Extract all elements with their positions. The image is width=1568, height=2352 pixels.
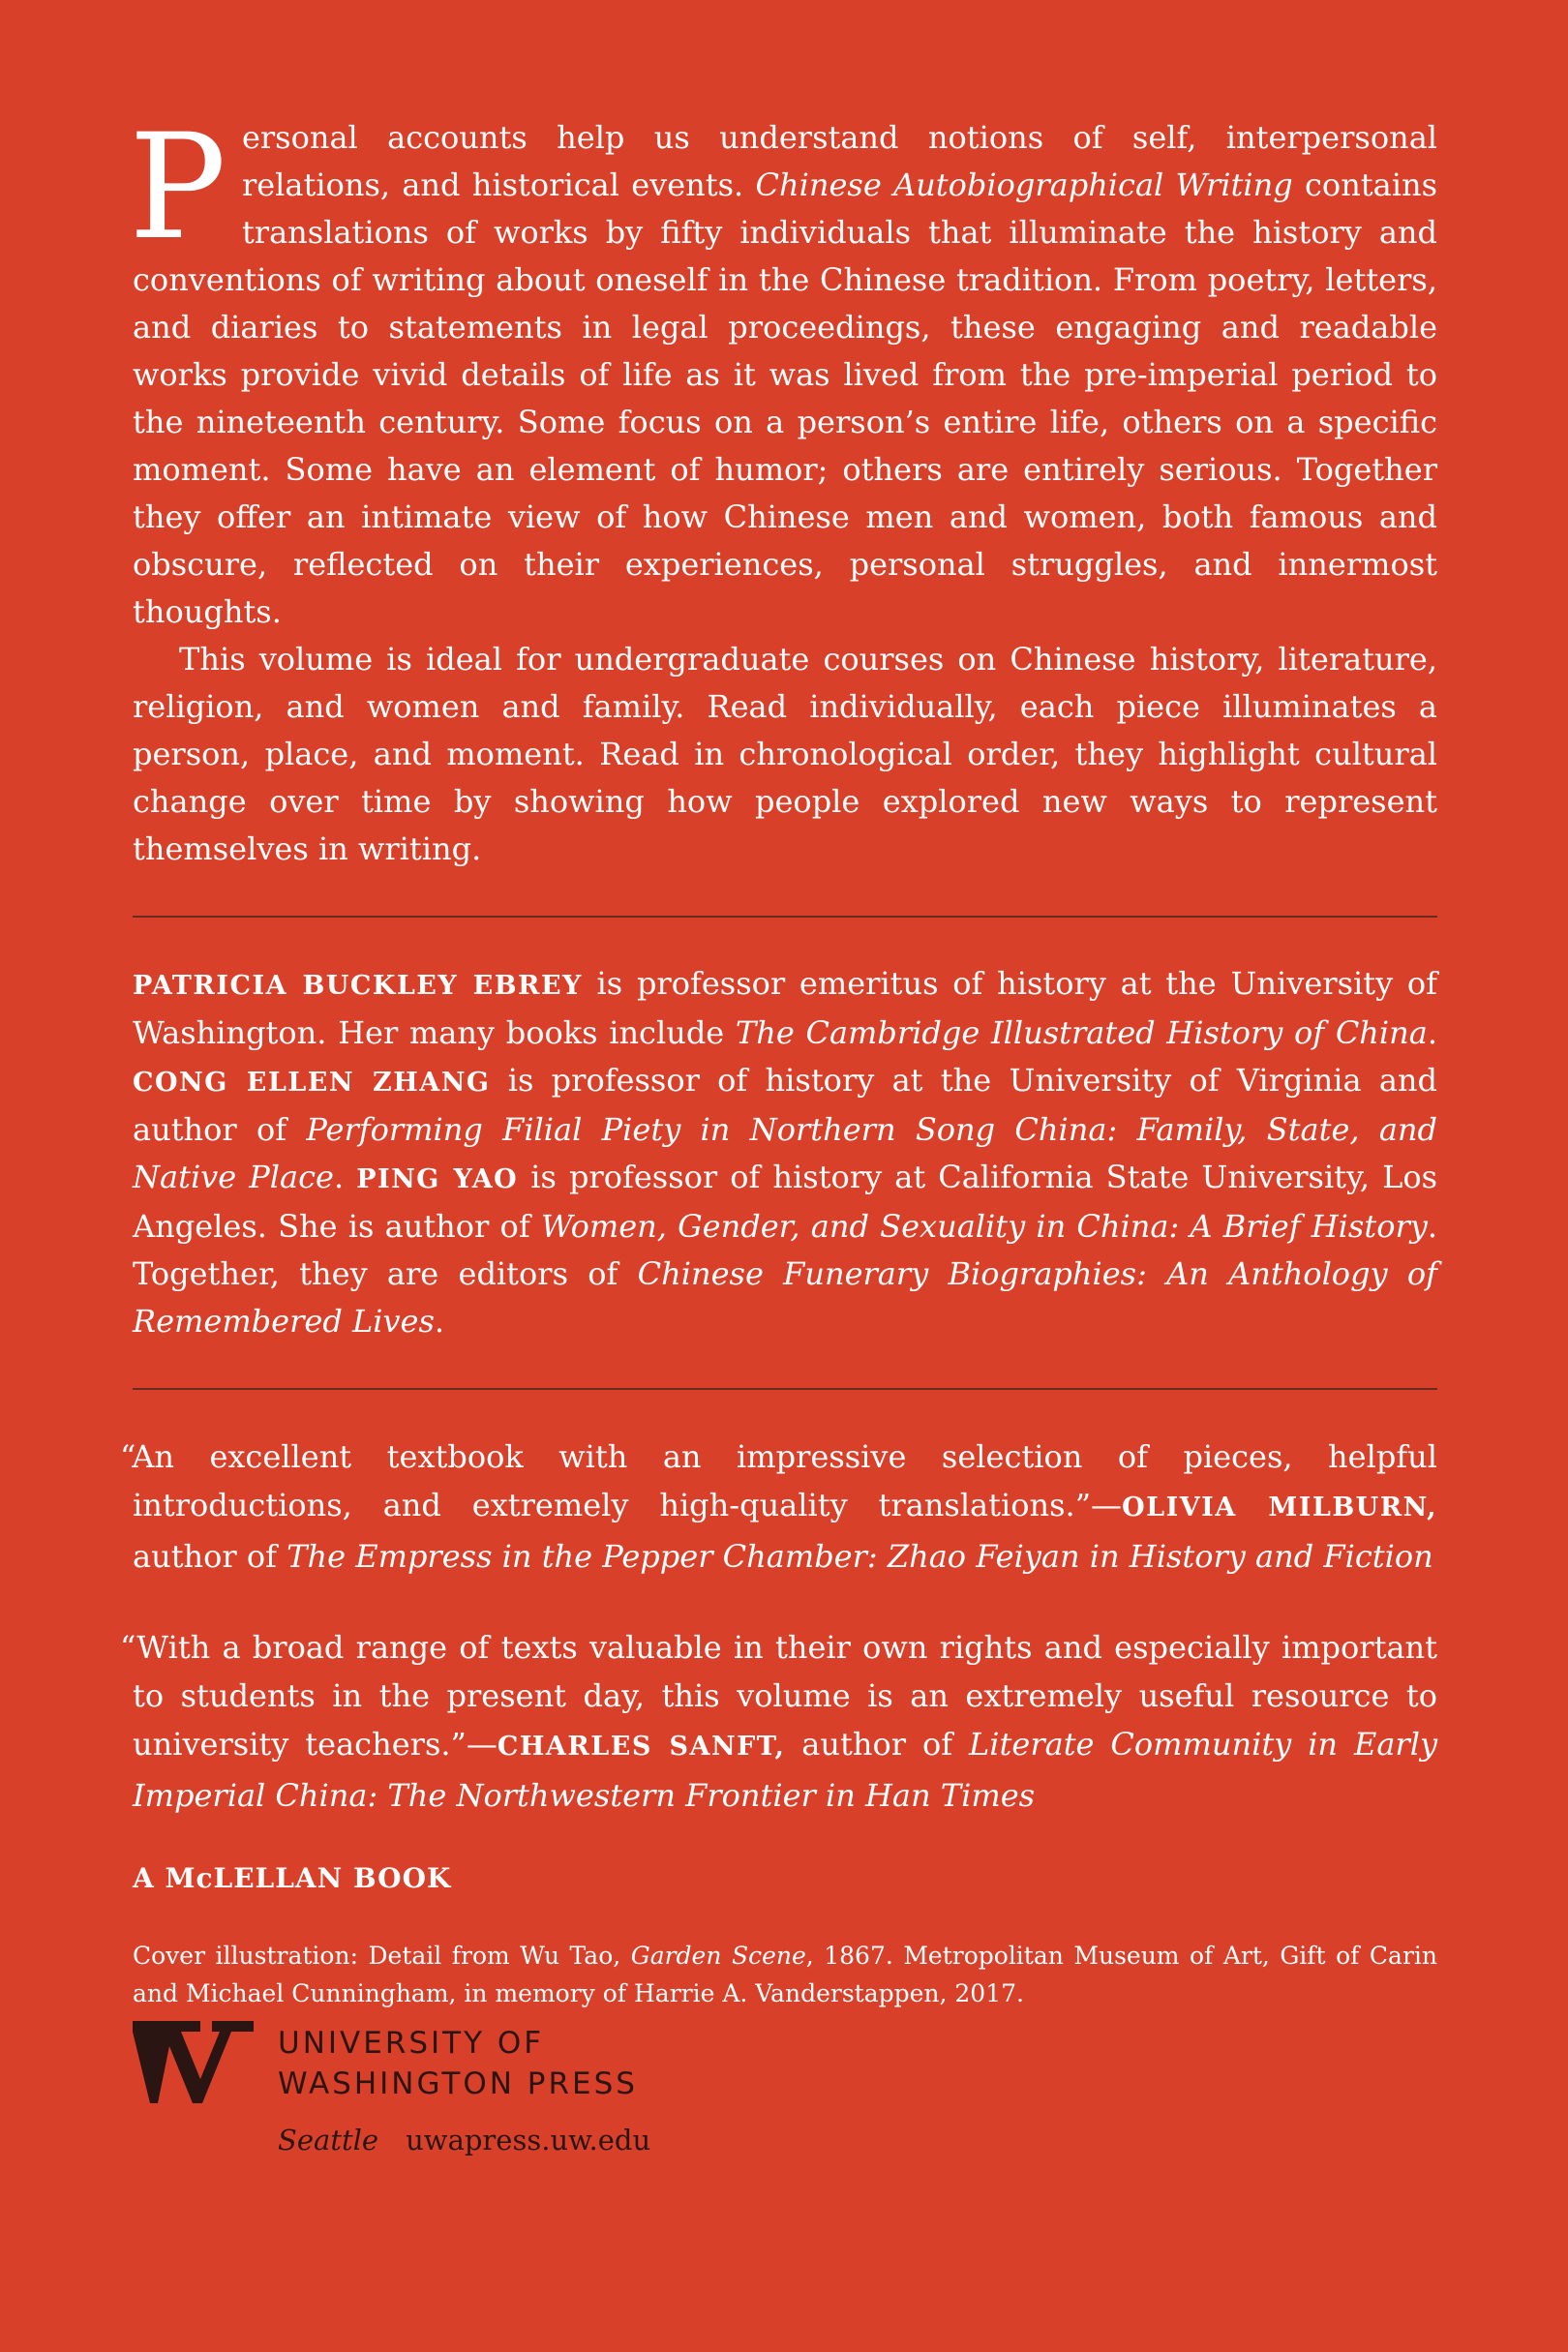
uw-w-logo-icon (133, 2021, 254, 2103)
quote-attribution-name: CHARLES SANFT, (497, 1732, 786, 1762)
publisher-city: Seattle (278, 2124, 379, 2156)
spacer (133, 1581, 1437, 1623)
quote-mark: “ (120, 1629, 137, 1666)
divider-1 (133, 916, 1437, 918)
credit-text-cont: , 1867. Metropolitan Museum of Art, Gift of Carin and Michael Cunningham, in memory of Harrie A. Vanderstappen, 2017. (133, 1942, 1437, 2007)
publisher-name-line-2: WASHINGTON PRESS (278, 2066, 638, 2101)
credit-text: Cover illustration: Detail from Wu Tao, (133, 1942, 631, 1970)
description-text-cont: contains translations of works by fifty individuals that illuminate the history and conventions of writing about oneself in the Chinese tradition. From poetry, letters, and diaries to statements in legal proceedings, these engaging and readable works provide vivid details of life as it was lived from the pre-imperial period to the nineteenth century. Some focus on a person’s entire life, others on a specific moment. Some have an element of humor; others are entirely serious. Together they offer an intimate view of how Chinese men and women, both famous and obscure, reflected on their experiences, personal struggles, and innermost thoughts. (133, 166, 1438, 630)
author-name-ebrey: PATRICIA BUCKLEY EBREY (133, 971, 583, 1001)
book-title: Women, Gender, and Sexuality in China: A Brief History (540, 1208, 1428, 1245)
book-title: Performing Filial Piety in Northern Song China: Family, State, and Native Place (133, 1111, 1438, 1195)
imprint-line: A McLELLAN BOOK (133, 1862, 452, 1894)
bio-text: . (434, 1303, 445, 1340)
author-bios (133, 960, 1437, 1345)
author-name-yao: PING YAO (356, 1164, 519, 1194)
bio-text: is professor emeritus of history at the University of Washington. Her many books include (133, 965, 1438, 1051)
bio-text: . Together, they are editors of (133, 1208, 1438, 1292)
bio-text: is professor of history at California State University, Los Angeles. She is author of (133, 1159, 1438, 1245)
bio-text: . (1427, 1014, 1438, 1051)
quote-text: With a broad range of texts valuable in their own rights and especially important to students in the present day, this volume is an extremely useful resource to university teachers.”— (133, 1629, 1437, 1763)
quote-mark: “ (120, 1438, 133, 1475)
back-cover-content (120, 104, 1438, 2012)
blurb-quote-1 (120, 1432, 1437, 1581)
quote-text: An excellent textbook with an impressive selection of pieces, helpful introductions, and extremely high-quality translations.”— (132, 1438, 1437, 1523)
divider-2 (133, 1388, 1437, 1390)
publisher-url[interactable]: uwapress.uw.edu (406, 2124, 651, 2156)
publisher-logo-block (133, 2021, 907, 2176)
bio-text: is professor of history at the University of Virginia and author of (133, 1062, 1438, 1148)
description-paragraph-1 (129, 104, 1438, 636)
drop-cap: P (129, 104, 226, 272)
publisher-name (278, 2023, 638, 2104)
quote-attribution-name: OLIVIA MILBURN, (1122, 1493, 1437, 1523)
author-name-zhang: CONG ELLEN ZHANG (133, 1068, 491, 1098)
blurb-quote-2 (120, 1623, 1438, 1820)
publisher-meta (278, 2124, 650, 2156)
description-text: ersonal accounts help us understand notions of self, interpersonal relations, and historical events. (241, 119, 1437, 203)
book-title: The Cambridge Illustrated History of China (735, 1014, 1428, 1051)
quote-attribution-text: author of (785, 1726, 970, 1763)
book-title: The Empress in the Pepper Chamber: Zhao Feiyan in History and Fiction (286, 1538, 1433, 1575)
book-title: Chinese Funerary Biographies: An Anthology of Remembered Lives (133, 1255, 1437, 1340)
book-title: Literate Community in Early Imperial China: The Northwestern Frontier in Han Times (133, 1726, 1438, 1814)
artwork-title: Garden Scene (630, 1942, 806, 1970)
bio-text: . (333, 1159, 357, 1195)
publisher-name-line-1: UNIVERSITY OF (278, 2026, 545, 2061)
quote-attribution-text: author of (133, 1538, 287, 1575)
description-paragraph-2: This volume is ideal for undergraduate courses on Chinese history, literature, religion, and women and family. Read individually, each piece illuminates a person, place, and moment. Read in chronological order, they highlight cultural change over time by showing how people explored new ways to represent themselves in writing. (133, 641, 1437, 867)
cover-credit (133, 1937, 1437, 2012)
book-title: Chinese Autobiographical Writing (755, 166, 1293, 203)
